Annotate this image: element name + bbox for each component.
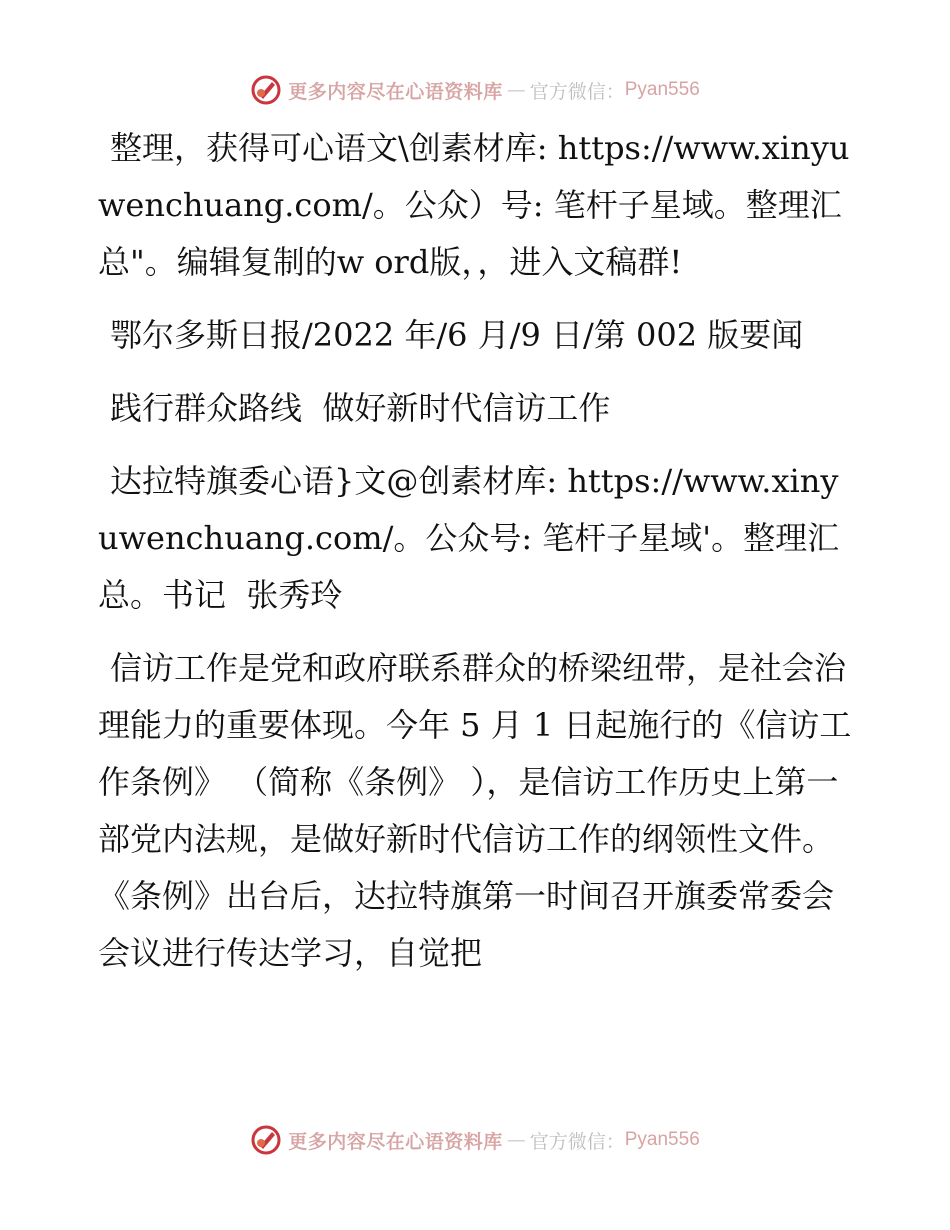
pen-circle-logo-icon [250, 1124, 282, 1156]
banner-title: 更多内容尽在心语资料库 [288, 1130, 503, 1153]
intro-paragraph: 整理，获得可心语文\创素材库: https://www.xinyuwenchuang.com/。公众）号: 笔杆子星域。整理汇总"。编辑复制的w ord版，，进入文稿群! [98, 129, 850, 281]
banner-separator: — [506, 1129, 526, 1151]
banner-title: 更多内容尽在心语资料库 [288, 80, 503, 103]
banner-wechat-id: Pyan556 [624, 79, 700, 100]
document-body [98, 120, 858, 998]
body-paragraph: 信访工作是党和政府联系群众的桥梁纽带，是社会治理能力的重要体现。今年 5 月 1 日起施行的《信访工作条例》 （简称《条例》 ），是信访工作历史上第一部党内法规，是做好新时代信访工作的纲领性文件。 《条例》出台后，达拉特旗第一时间召开旗委常委会会议进行传达学习，自觉把 [98, 649, 852, 972]
footer-banner [0, 1120, 950, 1160]
banner-wechat-label: 官方微信： [529, 80, 625, 103]
banner-wechat-label: 官方微信： [529, 1130, 625, 1153]
article-title: 践行群众路线 做好新时代信访工作 [110, 389, 611, 427]
header-banner [0, 70, 950, 110]
pen-circle-logo-icon [250, 74, 282, 106]
banner-separator: — [506, 79, 526, 101]
source-line: 鄂尔多斯日报/2022 年/6 月/9 日/第 002 版要闻 [110, 316, 804, 354]
author-line: 达拉特旗委心语}文@创素材库: https://www.xinyuwenchuang.com/。公众号: 笔杆子星域'。整理汇总。书记 张秀玲 [98, 462, 840, 614]
banner-wechat-id: Pyan556 [624, 1129, 700, 1150]
